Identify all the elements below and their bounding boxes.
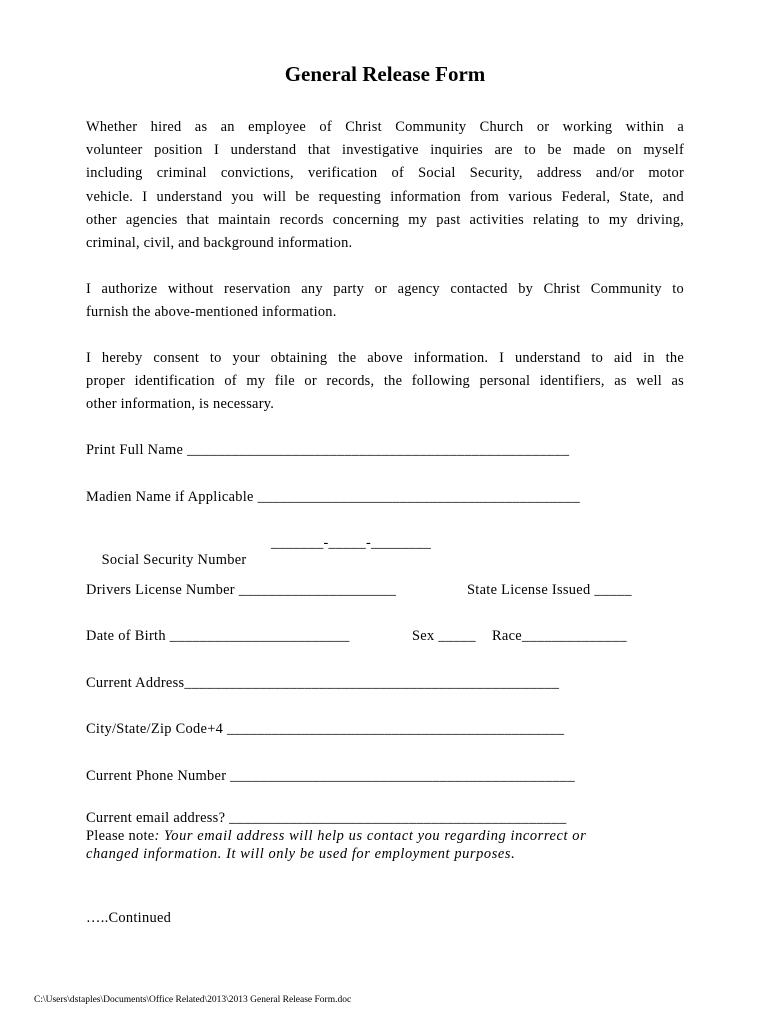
ssn-label: Social Security Number <box>101 552 247 568</box>
note-text: : Your email address will help us contact you regarding incorrect or <box>154 828 587 844</box>
paragraph-line: volunteer position I understand that investigative inquiries are to be made on myself <box>86 142 684 159</box>
paragraph-line: proper identification of my file or records, the following personal identifiers, as well as <box>86 373 684 390</box>
city-state-zip-field[interactable]: City/State/Zip Code+4 _____________________________________________ <box>86 721 565 737</box>
page-title: General Release Form <box>284 62 486 86</box>
note-text: changed information. It will only be used for employment purposes. <box>86 846 516 862</box>
paragraph-line: I authorize without reservation any party or agency contacted by Christ Community to <box>86 281 684 297</box>
drivers-license-field[interactable]: Drivers License Number _____________________ <box>86 582 397 598</box>
ssn-row <box>86 535 246 586</box>
paragraph-identifiers <box>86 347 684 417</box>
email-field[interactable]: Current email address? _____________________________________________ <box>86 810 567 826</box>
full-name-field[interactable]: Print Full Name ___________________________________________________ <box>86 442 570 458</box>
paragraph-line: I hereby consent to your obtaining the above information. I understand to aid in the <box>86 350 684 366</box>
paragraph-line: criminal, civil, and background information. <box>86 235 353 252</box>
footer-file-path: C:\Users\dstaples\Documents\Office Related\2013\2013 General Release Form.doc <box>34 995 352 1005</box>
paragraph-authorization <box>86 278 684 324</box>
paragraph-line: other information, is necessary. <box>86 396 275 413</box>
ssn-field[interactable]: _______-_____-________ <box>271 535 432 551</box>
race-field[interactable]: Race______________ <box>492 628 627 644</box>
continued-label: …..Continued <box>86 910 172 926</box>
paragraph-line: furnish the above-mentioned information. <box>86 304 337 321</box>
email-note <box>86 827 586 863</box>
state-license-field[interactable]: State License Issued _____ <box>467 582 632 598</box>
sex-field[interactable]: Sex _____ <box>412 628 476 644</box>
paragraph-line: including criminal convictions, verification of Social Security, address and/or motor <box>86 165 684 182</box>
note-label: Please note <box>86 828 155 844</box>
paragraph-line: other agencies that maintain records concerning my past activities relating to my driving, <box>86 211 684 228</box>
address-field[interactable]: Current Address__________________________________________________ <box>86 675 560 691</box>
phone-field[interactable]: Current Phone Number ______________________________________________ <box>86 768 575 784</box>
paragraph-consent-intro <box>86 116 684 255</box>
paragraph-line: Whether hired as an employee of Christ Community Church or working within a <box>86 119 684 135</box>
maiden-name-field[interactable]: Madien Name if Applicable ___________________________________________ <box>86 489 580 505</box>
date-of-birth-field[interactable]: Date of Birth ________________________ <box>86 628 350 644</box>
paragraph-line: vehicle. I understand you will be requesting information from various Federal, State, and <box>86 188 684 205</box>
